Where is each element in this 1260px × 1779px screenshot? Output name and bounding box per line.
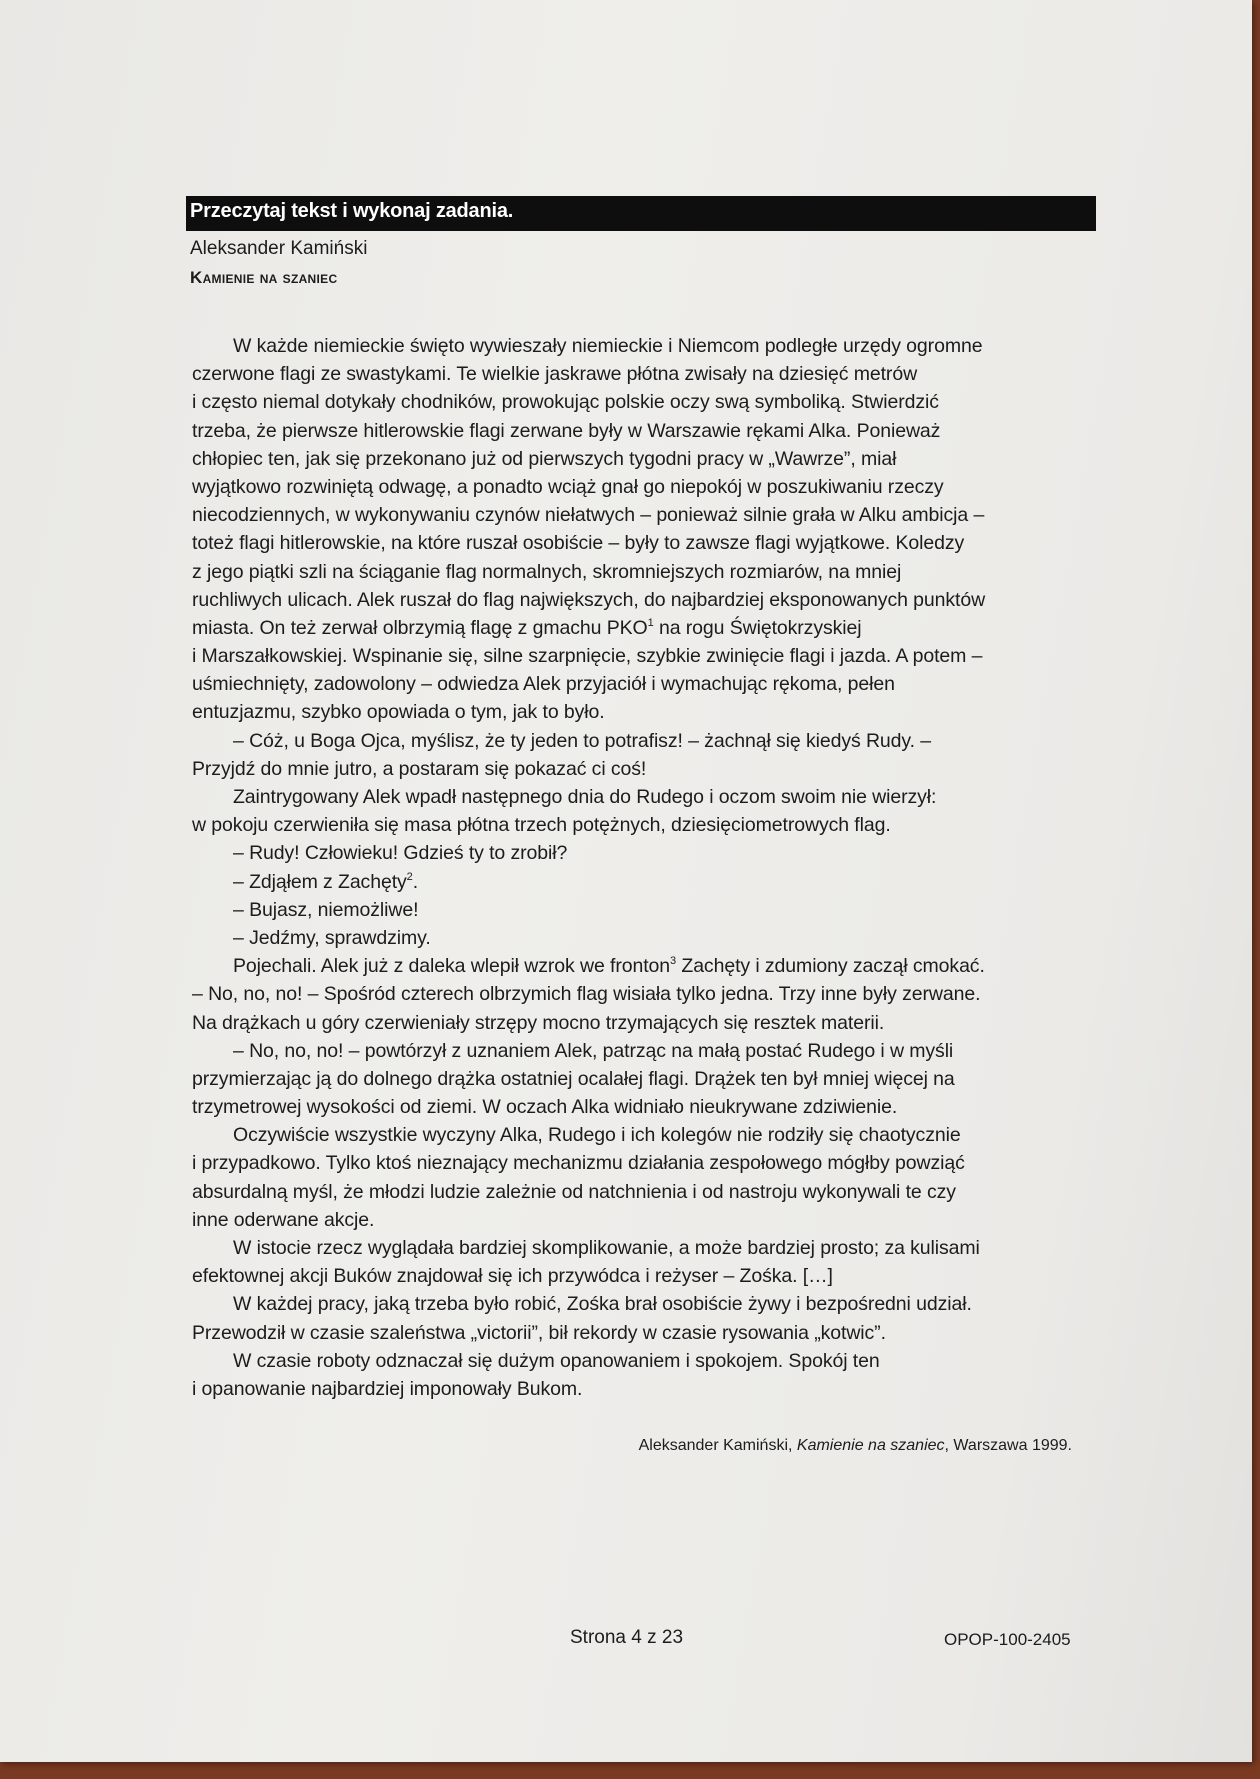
text-line bbox=[192, 1093, 1092, 1121]
exam-code: OPOP-100-2405 bbox=[944, 1630, 1071, 1649]
line-text: W istocie rzecz wyglądała bardziej skomplikowanie, a może bardziej prosto; za kulisami bbox=[233, 1237, 980, 1259]
text-line bbox=[192, 473, 1092, 501]
text-line bbox=[192, 1319, 1092, 1347]
line-text: – Zdjąłem z Zachęty bbox=[233, 870, 407, 893]
text-line bbox=[192, 445, 1092, 473]
text-line bbox=[192, 642, 1092, 670]
text-line bbox=[192, 896, 1092, 924]
text-line bbox=[192, 1234, 1092, 1262]
text-line bbox=[192, 698, 1092, 726]
line-text: absurdalną myśl, że młodzi ludzie zależnie od natchnienia i od nastroju wykonywali te czy bbox=[192, 1180, 956, 1203]
text-line bbox=[192, 1037, 1092, 1065]
line-text: Przewodził w czasie szaleństwa „victorii”, bił rekordy w czasie rysowania „kotwic”. bbox=[192, 1321, 886, 1344]
line-text: – No, no, no! – Spośród czterech olbrzymich flag wisiała tylko jedna. Trzy inne były zerwane. bbox=[192, 983, 981, 1006]
line-text: Zaintrygowany Alek wpadł następnego dnia do Rudego i oczom swoim nie wierzył: bbox=[233, 786, 937, 808]
text-line bbox=[192, 1262, 1092, 1290]
line-text: i Marszałkowskiej. Wspinanie się, silne szarpnięcie, szybkie zwinięcie flagi i jazda. A potem – bbox=[192, 645, 983, 668]
text-line bbox=[192, 1290, 1092, 1318]
text-line bbox=[192, 755, 1092, 783]
line-text: chłopiec ten, jak się przekonano już od pierwszych tygodni pracy w „Wawrze”, miał bbox=[192, 447, 897, 470]
text-line bbox=[192, 1206, 1092, 1234]
footnote-marker: 1 bbox=[647, 616, 654, 629]
line-text: i opanowanie najbardziej imponowały Bukom. bbox=[192, 1377, 583, 1400]
source-citation bbox=[639, 1437, 1072, 1455]
line-text: – Jedźmy, sprawdzimy. bbox=[233, 926, 431, 949]
text-line bbox=[192, 980, 1092, 1008]
line-text: wyjątkowo rozwiniętą odwagę, a ponadto wciąż gnał go niepokój w poszukiwaniu rzeczy bbox=[192, 475, 944, 498]
line-text: czerwone flagi ze swastykami. Te wielkie jaskrawe płótna zwisały na dziesięć metrów bbox=[192, 363, 918, 386]
line-text: . bbox=[412, 870, 419, 893]
line-text: Przyjdź do mnie jutro, a postaram się pokazać ci coś! bbox=[192, 757, 647, 780]
line-text: efektownej akcji Buków znajdował się ich przywódca i reżyser – Zośka. […] bbox=[192, 1265, 833, 1288]
line-text: trzymetrowej wysokości od ziemi. W oczach Alka widniało nieukrywane zdziwienie. bbox=[192, 1096, 898, 1119]
line-text: – No, no, no! – powtórzył z uznaniem Alek, patrząc na małą postać Rudego i w myśli bbox=[233, 1039, 954, 1062]
line-text: miasta. On też zerwał olbrzymią flagę z gmachu PKO bbox=[192, 616, 648, 639]
line-text: na rogu Świętokrzyskiej bbox=[653, 616, 862, 639]
text-line bbox=[192, 332, 1092, 360]
line-text: i często niemal dotykały chodników, prowokując polskie oczy swą symboliką. Stwierdzić bbox=[192, 391, 939, 414]
line-text: – Cóż, u Boga Ojca, myślisz, że ty jeden to potrafisz! – żachnął się kiedyś Rudy. – bbox=[233, 729, 931, 752]
line-text: – Rudy! Człowieku! Gdzieś ty to zrobił? bbox=[233, 842, 568, 865]
text-line bbox=[192, 839, 1092, 867]
line-text: przymierzając ją do dolnego drążka ostatniej ocalałej flagi. Drążek ten był mniej więcej na bbox=[192, 1067, 955, 1090]
line-text: entuzjazmu, szybko opowiada o tym, jak to było. bbox=[192, 701, 605, 724]
text-line bbox=[192, 1121, 1092, 1149]
work-title: Kamienie na szaniec bbox=[190, 268, 338, 287]
line-text: ruchliwych ulicach. Alek ruszał do flag największych, do najbardziej eksponowanych punktów bbox=[192, 588, 986, 611]
text-line bbox=[192, 868, 1092, 896]
line-text: uśmiechnięty, zadowolony – odwiedza Alek przyjaciół i wymachując rękoma, pełen bbox=[192, 673, 895, 696]
line-text: toteż flagi hitlerowskie, na które ruszał osobiście – były to zawsze flagi wyjątkowe. Koledzy bbox=[192, 532, 965, 555]
text-line bbox=[192, 783, 1092, 811]
line-text: z jego piątki szli na ściąganie flag normalnych, skromniejszych rozmiarów, na mniej bbox=[192, 560, 902, 583]
instruction-bar bbox=[186, 196, 1096, 231]
line-text: – Bujasz, niemożliwe! bbox=[233, 898, 419, 921]
text-line bbox=[192, 811, 1092, 839]
text-line bbox=[192, 1178, 1092, 1206]
footnote-marker: 2 bbox=[406, 870, 413, 883]
text-line bbox=[192, 1347, 1092, 1375]
line-text: Pojechali. Alek już z daleka wlepił wzrok we fronton bbox=[233, 955, 671, 978]
text-line bbox=[192, 501, 1092, 529]
line-text: W każde niemieckie święto wywieszały niemieckie i Niemcom podległe urzędy ogromne bbox=[233, 335, 983, 357]
text-line bbox=[192, 1065, 1092, 1093]
citation-rest: , Warszawa 1999. bbox=[944, 1437, 1072, 1454]
footnote-marker: 3 bbox=[670, 955, 677, 968]
text-line bbox=[192, 1375, 1092, 1403]
text-line bbox=[192, 529, 1092, 557]
line-text: i przypadkowo. Tylko ktoś nieznający mechanizmu działania zespołowego mógłby powziąć bbox=[192, 1152, 965, 1175]
text-line bbox=[192, 360, 1092, 388]
instruction-text: Przeczytaj tekst i wykonaj zadania. bbox=[190, 200, 514, 222]
passage-text bbox=[192, 332, 1092, 1403]
text-line bbox=[192, 952, 1092, 980]
line-text: Oczywiście wszystkie wyczyny Alka, Rudego i ich kolegów nie rodziły się chaotycznie bbox=[233, 1124, 961, 1147]
line-text: Na drążkach u góry czerwieniały strzępy mocno trzymających się resztek materii. bbox=[192, 1011, 885, 1034]
text-line bbox=[192, 1149, 1092, 1177]
line-text: W każdej pracy, jaką trzeba było robić, Zośka brał osobiście żywy i bezpośredni udział. bbox=[233, 1293, 972, 1316]
line-text: trzeba, że pierwsze hitlerowskie flagi zerwane były w Warszawie rękami Alka. Ponieważ bbox=[192, 419, 941, 442]
text-line bbox=[192, 586, 1092, 614]
text-line bbox=[192, 558, 1092, 586]
text-line bbox=[192, 388, 1092, 416]
text-line bbox=[192, 614, 1092, 642]
line-text: W czasie roboty odznaczał się dużym opanowaniem i spokojem. Spokój ten bbox=[233, 1349, 880, 1372]
citation-author: Aleksander Kamiński, bbox=[638, 1437, 797, 1454]
text-line bbox=[192, 1009, 1092, 1037]
line-text: w pokoju czerwieniła się masa płótna trzech potężnych, dziesięciometrowych flag. bbox=[192, 814, 891, 837]
page-number: Strona 4 z 23 bbox=[570, 1627, 684, 1648]
text-line bbox=[192, 670, 1092, 698]
line-text: niecodziennych, w wykonywaniu czynów niełatwych – ponieważ silnie grała w Alku ambicja – bbox=[192, 504, 985, 527]
line-text: Zachęty i zdumiony zaczął cmokać. bbox=[676, 955, 985, 978]
line-text: inne oderwane akcje. bbox=[192, 1208, 375, 1231]
text-line bbox=[192, 924, 1092, 952]
author-name: Aleksander Kamiński bbox=[190, 238, 368, 259]
text-line bbox=[192, 417, 1092, 445]
text-line bbox=[192, 727, 1092, 755]
citation-work: Kamienie na szaniec bbox=[796, 1437, 945, 1454]
